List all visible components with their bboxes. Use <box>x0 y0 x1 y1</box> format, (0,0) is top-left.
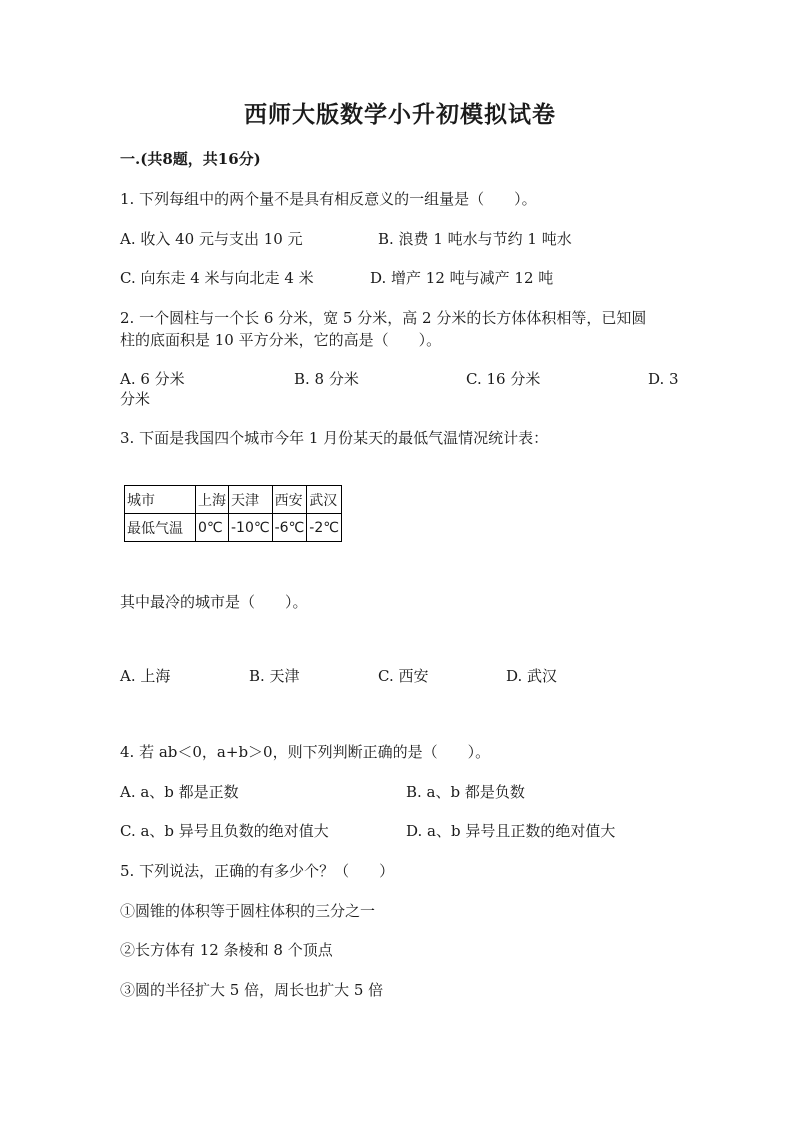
q1-option-a: A. 收入 40 元与支出 10 元 <box>120 230 303 248</box>
table-cell: 天津 <box>229 486 273 514</box>
q2-stem-line1: 2. 一个圆柱与一个长 6 分米，宽 5 分米，高 2 分米的长方体体积相等，已知圆 <box>120 309 647 327</box>
q4-option-b: B. a、b 都是负数 <box>406 783 525 801</box>
q2-option-b: B. 8 分米 <box>294 370 359 388</box>
table-cell: -6℃ <box>272 514 307 542</box>
q4-option-d: D. a、b 异号且正数的绝对值大 <box>406 822 616 840</box>
table-cell: -10℃ <box>229 514 273 542</box>
q3-option-a: A. 上海 <box>120 667 171 685</box>
temperature-table <box>124 485 342 542</box>
table-cell: 最低气温 <box>125 514 196 542</box>
q4-stem: 4. 若 ab＜0，a+b＞0，则下列判断正确的是（ ）。 <box>120 743 491 761</box>
q3-option-b: B. 天津 <box>249 667 300 685</box>
q3-option-d: D. 武汉 <box>506 667 558 685</box>
q5-stem: 5. 下列说法，正确的有多少个？（ ） <box>120 862 395 880</box>
q2-stem-line2: 柱的底面积是 10 平方分米，它的高是（ ）。 <box>120 331 442 349</box>
q3-stem: 3. 下面是我国四个城市今年 1 月份某天的最低气温情况统计表： <box>120 429 549 447</box>
table-cell: -2℃ <box>307 514 342 542</box>
table-row <box>125 514 342 542</box>
table-cell: 城市 <box>125 486 196 514</box>
q2-option-d: D. 3 <box>648 370 679 388</box>
table-cell: 0℃ <box>196 514 229 542</box>
q3-question: 其中最冷的城市是（ ）。 <box>120 593 308 611</box>
q2-option-d-unit: 分米 <box>120 390 151 408</box>
q4-option-c: C. a、b 异号且负数的绝对值大 <box>120 822 329 840</box>
table-cell: 西安 <box>272 486 307 514</box>
q1-option-d: D. 增产 12 吨与减产 12 吨 <box>370 269 554 287</box>
exam-title: 西师大版数学小升初模拟试卷 <box>244 101 556 128</box>
q5-item-1: ①圆锥的体积等于圆柱体积的三分之一 <box>120 902 376 920</box>
q1-stem: 1. 下列每组中的两个量不是具有相反意义的一组量是（ ）。 <box>120 190 537 208</box>
q5-item-3: ③圆的半径扩大 5 倍，周长也扩大 5 倍 <box>120 981 384 999</box>
section-heading: 一.(共8题，共16分) <box>120 150 261 168</box>
q2-option-c: C. 16 分米 <box>466 370 541 388</box>
q3-option-c: C. 西安 <box>378 667 429 685</box>
q4-option-a: A. a、b 都是正数 <box>120 783 239 801</box>
q5-item-2: ②长方体有 12 条棱和 8 个顶点 <box>120 941 333 959</box>
q1-option-c: C. 向东走 4 米与向北走 4 米 <box>120 269 314 287</box>
table-cell: 上海 <box>196 486 229 514</box>
table-cell: 武汉 <box>307 486 342 514</box>
q1-option-b: B. 浪费 1 吨水与节约 1 吨水 <box>378 230 572 248</box>
table-header-row <box>125 486 342 514</box>
q2-option-a: A. 6 分米 <box>120 370 185 388</box>
